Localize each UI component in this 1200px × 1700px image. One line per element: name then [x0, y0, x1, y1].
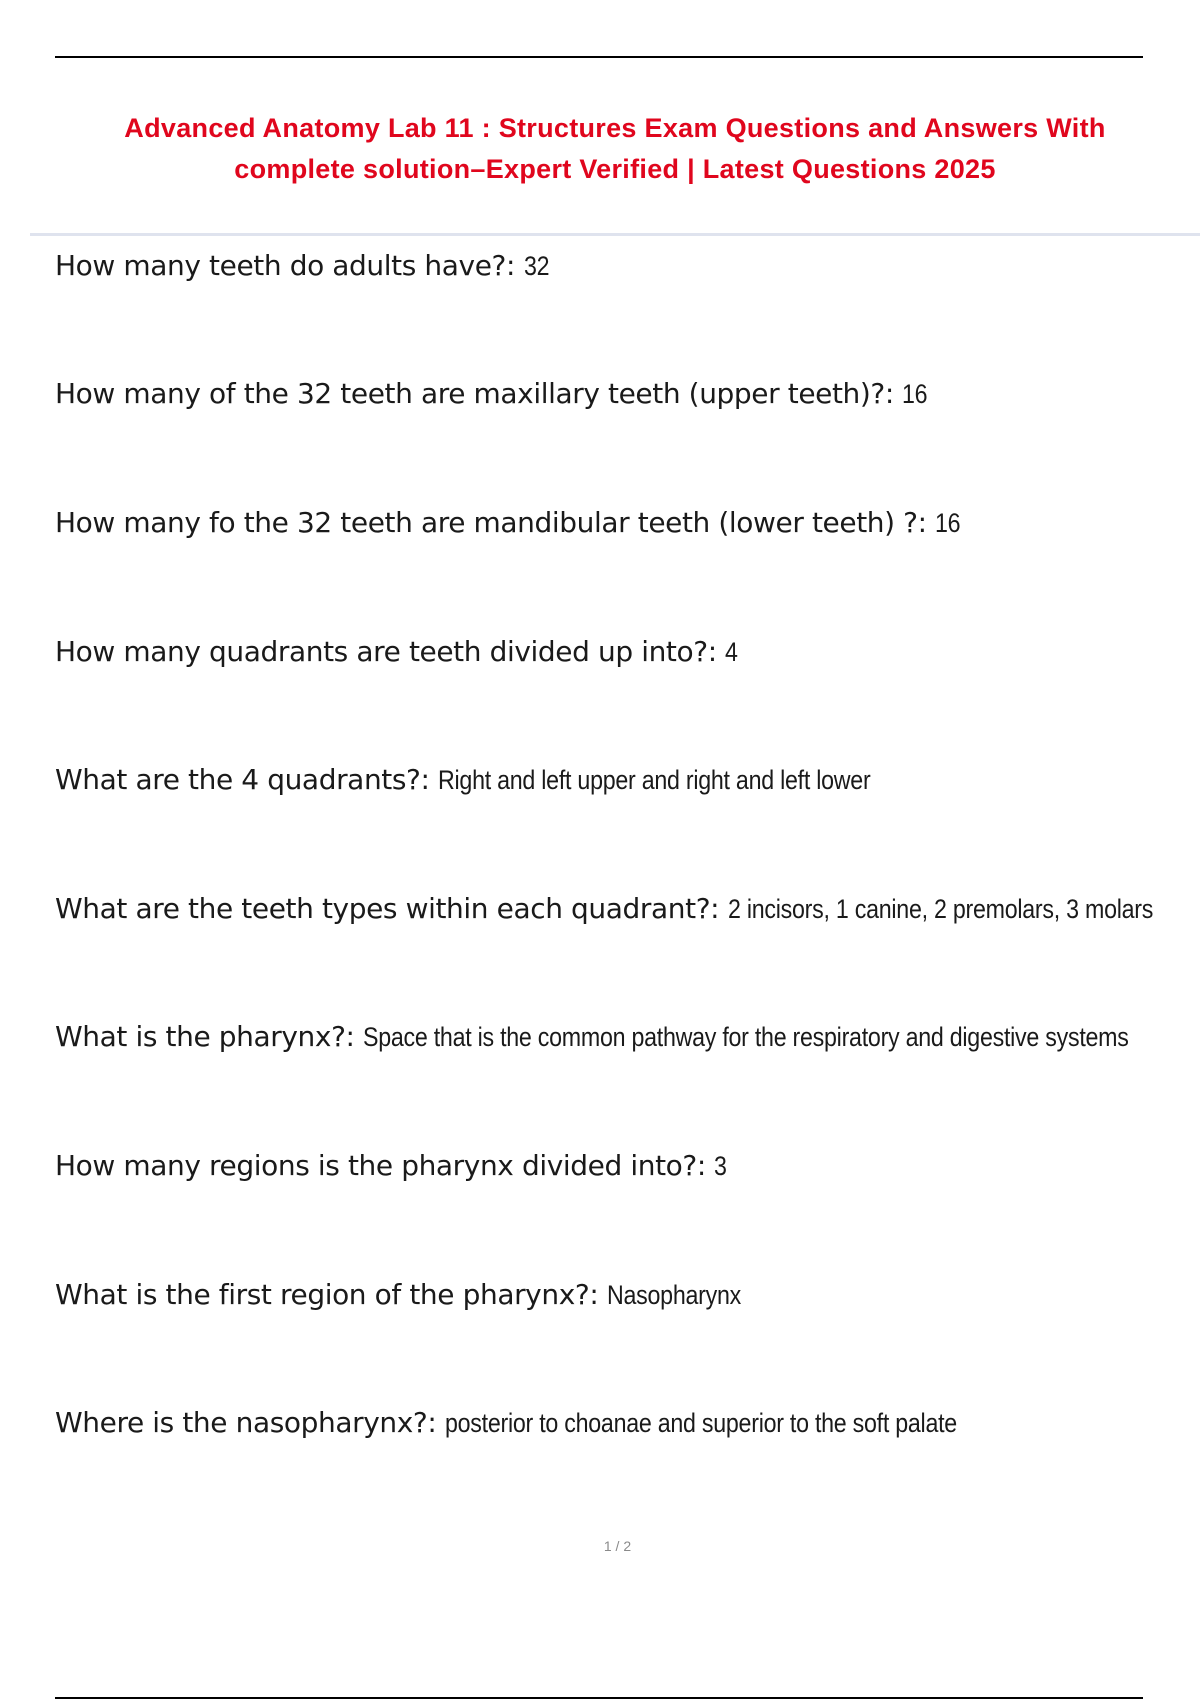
qa-item-10 — [55, 1406, 1040, 1440]
question-8: How many regions is the pharynx divided into?: — [55, 1149, 715, 1182]
qa-item-3 — [55, 506, 965, 540]
answer-5: Right and left upper and right and left lower — [438, 765, 871, 795]
question-7: What is the pharynx?: — [55, 1020, 364, 1053]
question-10: Where is the nasopharynx?: — [55, 1406, 445, 1439]
title-line-2: complete solution–Expert Verified | Latest Questions 2025 — [234, 154, 996, 184]
qa-item-7 — [55, 1020, 1200, 1054]
qa-item-9 — [55, 1278, 763, 1312]
question-3: How many fo the 32 teeth are mandibular teeth (lower teeth) ?: — [55, 506, 936, 539]
qa-item-8 — [55, 1149, 729, 1183]
answer-9: Nasopharynx — [606, 1280, 741, 1310]
answer-10: posterior to choanae and superior to the soft palate — [444, 1408, 957, 1438]
top-rule — [55, 56, 1143, 58]
qa-item-1 — [55, 249, 553, 283]
bottom-rule — [55, 1697, 1143, 1699]
answer-8: 3 — [714, 1151, 728, 1181]
qa-item-4 — [55, 635, 740, 669]
qa-item-6 — [55, 892, 1200, 926]
answer-4: 4 — [725, 637, 738, 667]
answer-6: 2 incisors, 1 canine, 2 premolars, 3 molars — [727, 894, 1153, 924]
question-9: What is the first region of the pharynx?: — [55, 1278, 607, 1311]
question-5: What are the 4 quadrants?: — [55, 763, 439, 796]
question-1: How many teeth do adults have?: — [55, 249, 524, 282]
answer-7: Space that is the common pathway for the respiratory and digestive systems — [363, 1022, 1129, 1052]
question-4: How many quadrants are teeth divided up into?: — [55, 635, 726, 668]
title-divider — [30, 233, 1200, 236]
title-line-1: Advanced Anatomy Lab 11 : Structures Exam Questions and Answers With — [124, 113, 1106, 143]
answer-3: 16 — [935, 508, 961, 538]
question-2: How many of the 32 teeth are maxillary teeth (upper teeth)?: — [55, 377, 903, 410]
qa-item-2 — [55, 377, 932, 411]
question-6: What are the teeth types within each quadrant?: — [55, 892, 728, 925]
answer-2: 16 — [902, 379, 928, 409]
answer-1: 32 — [523, 251, 549, 281]
qa-item-5 — [55, 763, 941, 797]
document-title — [30, 108, 1200, 190]
page-number: 1 / 2 — [603, 1538, 632, 1554]
